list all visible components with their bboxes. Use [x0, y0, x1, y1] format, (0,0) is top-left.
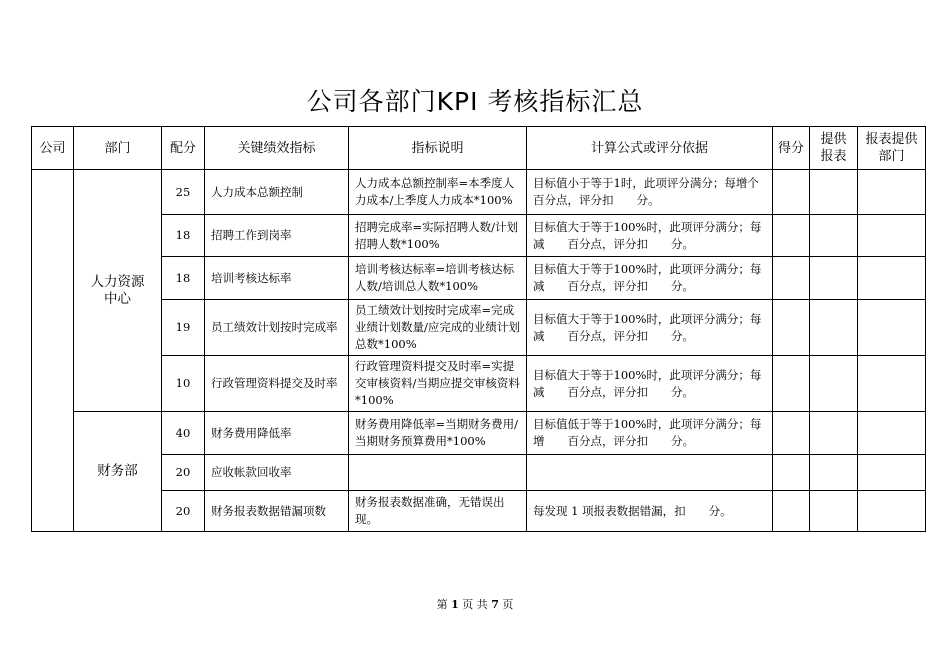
- provided-dept-cell: [858, 491, 926, 532]
- table-row: [32, 412, 926, 455]
- kpi-cell: 招聘工作到岗率: [205, 215, 349, 257]
- department-finance: 财务部: [74, 412, 162, 532]
- score-cell: 18: [162, 257, 205, 300]
- header-provided-table: 提供 报表: [810, 127, 858, 170]
- table-row: [32, 356, 926, 412]
- score-cell: 10: [162, 356, 205, 412]
- description-cell: 行政管理资料提交及时率=实提交审核资料/当期应提交审核资料*100%: [349, 356, 527, 412]
- score-cell: 20: [162, 455, 205, 491]
- provided-dept-cell: [858, 257, 926, 300]
- earned-cell: [773, 170, 810, 215]
- provided-dept-cell: [858, 215, 926, 257]
- formula-cell: 目标值小于等于1时，此项评分满分；每增个百分点，评分扣 分。: [527, 170, 773, 215]
- table-row: [32, 455, 926, 491]
- header-formula: 计算公式或评分依据: [527, 127, 773, 170]
- score-cell: 40: [162, 412, 205, 455]
- kpi-cell: 行政管理资料提交及时率: [205, 356, 349, 412]
- score-cell: 18: [162, 215, 205, 257]
- provided-table-cell: [810, 300, 858, 356]
- provided-dept-cell: [858, 170, 926, 215]
- header-score: 配分: [162, 127, 205, 170]
- page-footer: 第 1 页 共 7 页: [436, 598, 514, 611]
- earned-cell: [773, 300, 810, 356]
- formula-cell: 目标值大于等于100%时，此项评分满分；每减 百分点，评分扣 分。: [527, 300, 773, 356]
- header-company: 公司: [32, 127, 74, 170]
- description-cell: 人力成本总额控制率=本季度人力成本/上季度人力成本*100%: [349, 170, 527, 215]
- earned-cell: [773, 356, 810, 412]
- provided-dept-cell: [858, 455, 926, 491]
- formula-cell: [527, 455, 773, 491]
- header-row: [32, 127, 926, 170]
- company-cell: [32, 170, 74, 532]
- earned-cell: [773, 491, 810, 532]
- description-cell: 员工绩效计划按时完成率=完成业绩计划数量/应完成的业绩计划总数*100%: [349, 300, 527, 356]
- provided-table-cell: [810, 257, 858, 300]
- earned-cell: [773, 455, 810, 491]
- kpi-table: [31, 126, 926, 532]
- earned-cell: [773, 215, 810, 257]
- table-row: [32, 257, 926, 300]
- kpi-cell: 员工绩效计划按时完成率: [205, 300, 349, 356]
- description-cell: 财务费用降低率=当期财务费用/当期财务预算费用*100%: [349, 412, 527, 455]
- page-title: 公司各部门KPI 考核指标汇总: [306, 87, 644, 116]
- total-page-number: 7: [491, 598, 499, 611]
- header-earned: 得分: [773, 127, 810, 170]
- earned-cell: [773, 412, 810, 455]
- formula-cell: 目标值低于等于100%时，此项评分满分；每增 百分点，评分扣 分。: [527, 412, 773, 455]
- provided-dept-cell: [858, 300, 926, 356]
- provided-dept-cell: [858, 412, 926, 455]
- description-cell: [349, 455, 527, 491]
- provided-table-cell: [810, 215, 858, 257]
- provided-table-cell: [810, 170, 858, 215]
- header-provided-dept: 报表提供 部门: [858, 127, 926, 170]
- score-cell: 19: [162, 300, 205, 356]
- provided-table-cell: [810, 356, 858, 412]
- header-department: 部门: [74, 127, 162, 170]
- kpi-cell: 人力成本总额控制: [205, 170, 349, 215]
- kpi-cell: 应收帐款回收率: [205, 455, 349, 491]
- kpi-cell: 财务费用降低率: [205, 412, 349, 455]
- formula-cell: 每发现 1 项报表数据错漏，扣 分。: [527, 491, 773, 532]
- kpi-cell: 培训考核达标率: [205, 257, 349, 300]
- table-row: [32, 170, 926, 215]
- earned-cell: [773, 257, 810, 300]
- score-cell: 20: [162, 491, 205, 532]
- table-row: [32, 491, 926, 532]
- description-cell: 培训考核达标率=培训考核达标人数/培训总人数*100%: [349, 257, 527, 300]
- provided-table-cell: [810, 455, 858, 491]
- score-cell: 25: [162, 170, 205, 215]
- department-hr: 人力资源 中心: [74, 170, 162, 412]
- provided-table-cell: [810, 491, 858, 532]
- formula-cell: 目标值大于等于100%时，此项评分满分；每减 百分点，评分扣 分。: [527, 257, 773, 300]
- description-cell: 财务报表数据准确，无错误出现。: [349, 491, 527, 532]
- formula-cell: 目标值大于等于100%时，此项评分满分；每减 百分点，评分扣 分。: [527, 215, 773, 257]
- description-cell: 招聘完成率=实际招聘人数/计划招聘人数*100%: [349, 215, 527, 257]
- formula-cell: 目标值大于等于100%时，此项评分满分；每减 百分点，评分扣 分。: [527, 356, 773, 412]
- header-kpi: 关键绩效指标: [205, 127, 349, 170]
- table-row: [32, 300, 926, 356]
- header-description: 指标说明: [349, 127, 527, 170]
- kpi-cell: 财务报表数据错漏项数: [205, 491, 349, 532]
- provided-dept-cell: [858, 356, 926, 412]
- current-page-number: 1: [451, 598, 459, 611]
- provided-table-cell: [810, 412, 858, 455]
- table-row: [32, 215, 926, 257]
